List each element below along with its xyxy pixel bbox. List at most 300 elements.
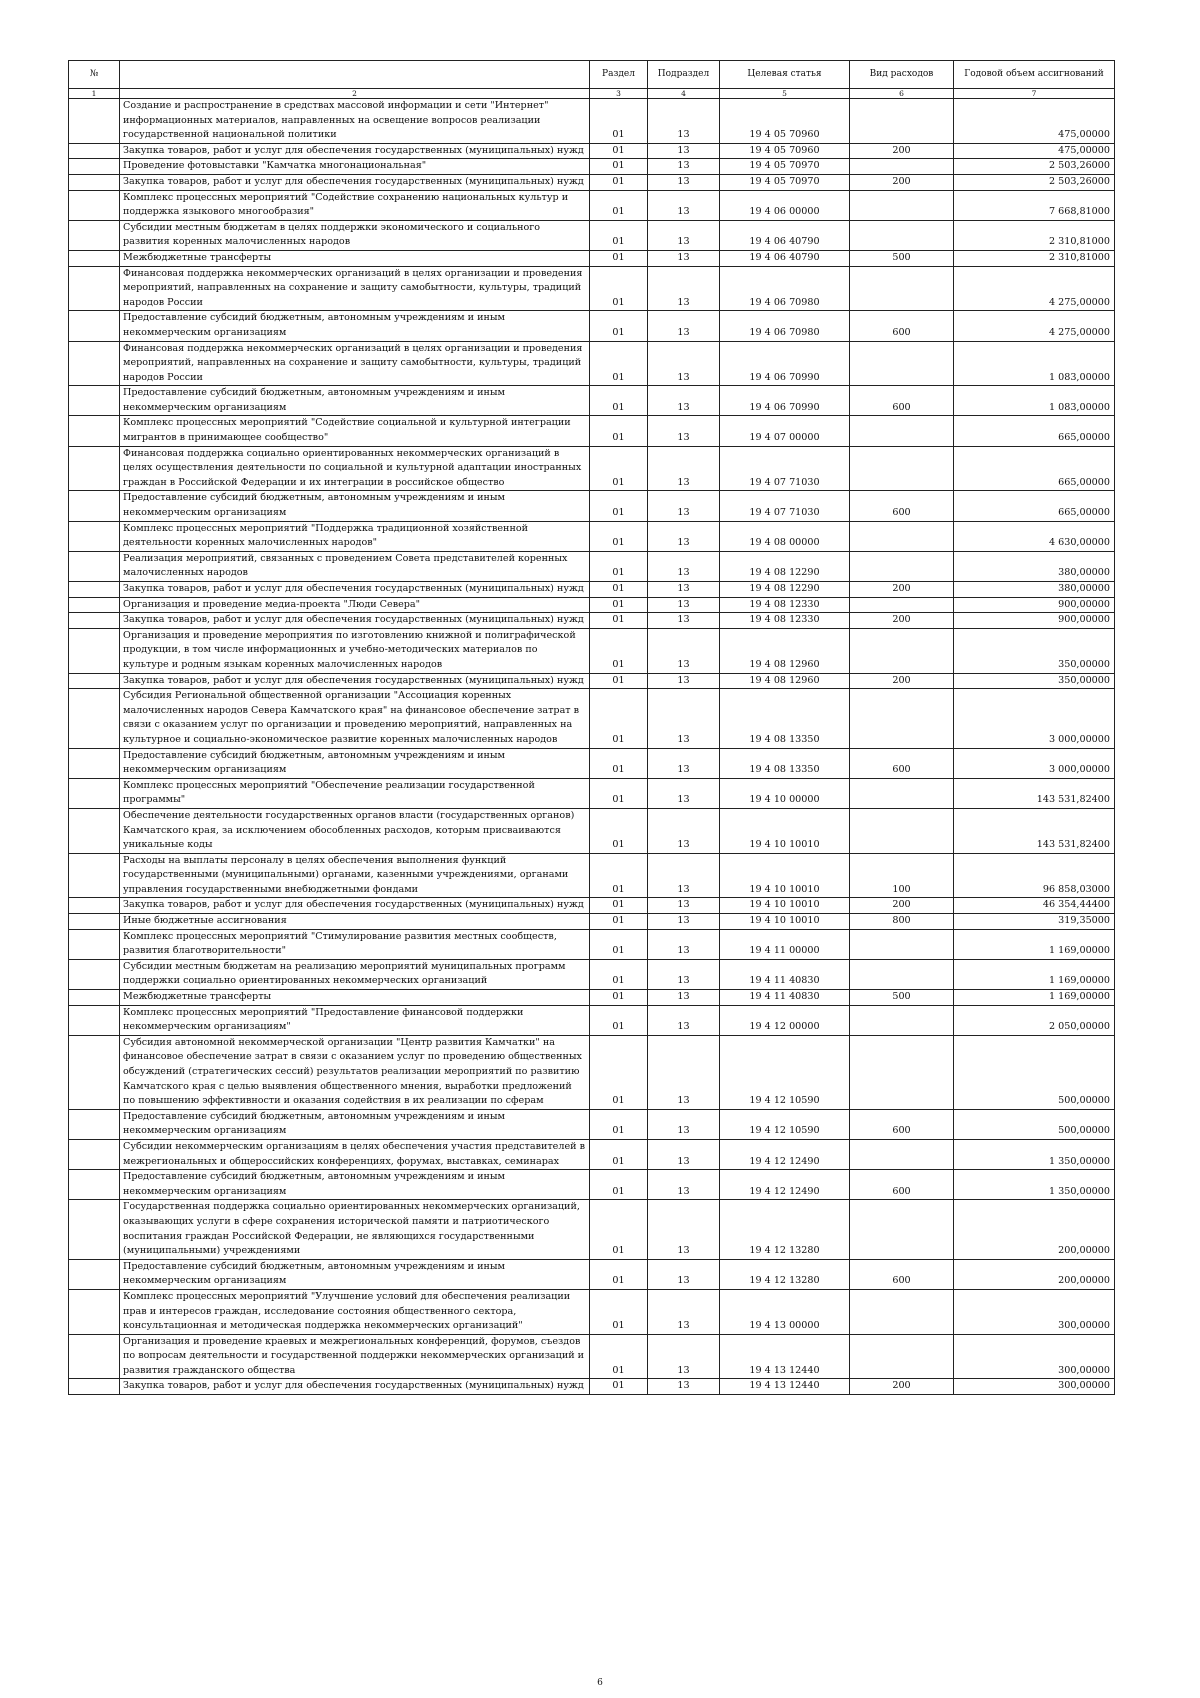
cell-expense-type: 500 bbox=[850, 990, 954, 1006]
cell-podrazdel: 13 bbox=[648, 190, 720, 220]
cell-target: 19 4 05 70960 bbox=[720, 143, 850, 159]
cell-razdel: 01 bbox=[590, 491, 648, 521]
table-row bbox=[69, 959, 1115, 989]
cell-annual-volume: 2 310,81000 bbox=[954, 250, 1115, 266]
cell-razdel: 01 bbox=[590, 1289, 648, 1334]
cell-annual-volume: 900,00000 bbox=[954, 613, 1115, 629]
cell-razdel: 01 bbox=[590, 1259, 648, 1289]
cell-expense-type bbox=[850, 597, 954, 613]
table-row bbox=[69, 266, 1115, 311]
cell-name: Субсидия автономной некоммерческой организации "Центр развития Камчатки" на финансовое обеспечение затрат в связи с оказанием услуг по проведению общественных обсуждений (стратегических сессий) результатов реализации мероприятий по развитию Камчатского края с целью выявления общественного мнения, выработки предложений по повышению эффективности и оказания содействия в их реализации по сферам bbox=[120, 1035, 590, 1109]
cell-expense-type: 100 bbox=[850, 853, 954, 898]
cell-target: 19 4 06 40790 bbox=[720, 220, 850, 250]
cell-target: 19 4 08 12960 bbox=[720, 673, 850, 689]
cell-annual-volume: 4 275,00000 bbox=[954, 266, 1115, 311]
cell-target: 19 4 10 10010 bbox=[720, 898, 850, 914]
cell-podrazdel: 13 bbox=[648, 1289, 720, 1334]
cell-target: 19 4 07 00000 bbox=[720, 416, 850, 446]
cell-annual-volume: 2 503,26000 bbox=[954, 174, 1115, 190]
table-row bbox=[69, 220, 1115, 250]
cell-target: 19 4 05 70960 bbox=[720, 99, 850, 144]
cell-expense-type: 600 bbox=[850, 311, 954, 341]
cell-podrazdel: 13 bbox=[648, 521, 720, 551]
cell-podrazdel: 13 bbox=[648, 1139, 720, 1169]
cell-target: 19 4 08 12330 bbox=[720, 597, 850, 613]
cell-number bbox=[69, 1005, 120, 1035]
cell-target: 19 4 08 13350 bbox=[720, 689, 850, 748]
cell-expense-type: 200 bbox=[850, 673, 954, 689]
cell-annual-volume: 1 350,00000 bbox=[954, 1170, 1115, 1200]
cell-target: 19 4 12 12490 bbox=[720, 1170, 850, 1200]
cell-razdel: 01 bbox=[590, 1005, 648, 1035]
cell-target: 19 4 06 00000 bbox=[720, 190, 850, 220]
cell-razdel: 01 bbox=[590, 898, 648, 914]
cell-annual-volume: 300,00000 bbox=[954, 1334, 1115, 1379]
header-index: 5 bbox=[720, 89, 850, 99]
cell-number bbox=[69, 597, 120, 613]
cell-name: Закупка товаров, работ и услуг для обеспечения государственных (муниципальных) нужд bbox=[120, 143, 590, 159]
cell-razdel: 01 bbox=[590, 673, 648, 689]
cell-target: 19 4 08 00000 bbox=[720, 521, 850, 551]
table-row bbox=[69, 1035, 1115, 1109]
cell-target: 19 4 05 70970 bbox=[720, 174, 850, 190]
cell-podrazdel: 13 bbox=[648, 143, 720, 159]
cell-number bbox=[69, 1334, 120, 1379]
cell-annual-volume: 2 310,81000 bbox=[954, 220, 1115, 250]
header-index: 2 bbox=[120, 89, 590, 99]
cell-name: Межбюджетные трансферты bbox=[120, 250, 590, 266]
cell-expense-type: 500 bbox=[850, 250, 954, 266]
cell-annual-volume: 665,00000 bbox=[954, 416, 1115, 446]
table-row bbox=[69, 929, 1115, 959]
cell-expense-type bbox=[850, 99, 954, 144]
cell-annual-volume: 4 630,00000 bbox=[954, 521, 1115, 551]
cell-name: Комплекс процессных мероприятий "Улучшение условий для обеспечения реализации прав и интересов граждан, исследование состояния общественного сектора, консультационная и методическая поддержка некоммерческих организаций" bbox=[120, 1289, 590, 1334]
cell-podrazdel: 13 bbox=[648, 959, 720, 989]
cell-razdel: 01 bbox=[590, 1379, 648, 1395]
cell-number bbox=[69, 853, 120, 898]
cell-name: Закупка товаров, работ и услуг для обеспечения государственных (муниципальных) нужд bbox=[120, 174, 590, 190]
cell-podrazdel: 13 bbox=[648, 174, 720, 190]
cell-target: 19 4 10 10010 bbox=[720, 853, 850, 898]
cell-razdel: 01 bbox=[590, 99, 648, 144]
cell-podrazdel: 13 bbox=[648, 673, 720, 689]
cell-razdel: 01 bbox=[590, 551, 648, 581]
table-body bbox=[69, 99, 1115, 1395]
cell-expense-type: 200 bbox=[850, 174, 954, 190]
header-expense-type: Вид расходов bbox=[850, 61, 954, 89]
table-row bbox=[69, 1109, 1115, 1139]
cell-number bbox=[69, 628, 120, 673]
table-header bbox=[69, 61, 1115, 99]
cell-number bbox=[69, 416, 120, 446]
cell-number bbox=[69, 143, 120, 159]
cell-annual-volume: 1 083,00000 bbox=[954, 341, 1115, 386]
cell-number bbox=[69, 1139, 120, 1169]
cell-podrazdel: 13 bbox=[648, 929, 720, 959]
table-row bbox=[69, 914, 1115, 930]
cell-razdel: 01 bbox=[590, 1334, 648, 1379]
cell-name: Финансовая поддержка некоммерческих организаций в целях организации и проведения мероприятий, направленных на сохранение и защиту самобытности, культуры, традиций народов России bbox=[120, 266, 590, 311]
cell-podrazdel: 13 bbox=[648, 628, 720, 673]
cell-podrazdel: 13 bbox=[648, 778, 720, 808]
cell-target: 19 4 12 12490 bbox=[720, 1139, 850, 1169]
cell-expense-type bbox=[850, 446, 954, 491]
cell-expense-type bbox=[850, 1139, 954, 1169]
cell-podrazdel: 13 bbox=[648, 341, 720, 386]
cell-name: Государственная поддержка социально ориентированных некоммерческих организаций, оказывающих услуги в сфере сохранения исторической памяти и патриотического воспитания граждан Российской Федерации, не являющихся государственными (муниципальными) учреждениями bbox=[120, 1200, 590, 1259]
cell-number bbox=[69, 673, 120, 689]
cell-number bbox=[69, 174, 120, 190]
cell-expense-type: 800 bbox=[850, 914, 954, 930]
page-number: 6 bbox=[597, 1678, 603, 1688]
cell-razdel: 01 bbox=[590, 190, 648, 220]
cell-razdel: 01 bbox=[590, 929, 648, 959]
header-number: № bbox=[69, 61, 120, 89]
table-row bbox=[69, 1200, 1115, 1259]
budget-table bbox=[68, 60, 1115, 1395]
cell-razdel: 01 bbox=[590, 778, 648, 808]
cell-expense-type: 600 bbox=[850, 386, 954, 416]
cell-annual-volume: 143 531,82400 bbox=[954, 778, 1115, 808]
cell-number bbox=[69, 491, 120, 521]
cell-name: Финансовая поддержка социально ориентированных некоммерческих организаций в целях осуществления деятельности по социальной и культурной адаптации иностранных граждан в Российской Федерации и их интеграции в российское общество bbox=[120, 446, 590, 491]
cell-annual-volume: 500,00000 bbox=[954, 1109, 1115, 1139]
cell-podrazdel: 13 bbox=[648, 748, 720, 778]
cell-target: 19 4 07 71030 bbox=[720, 446, 850, 491]
header-index: 3 bbox=[590, 89, 648, 99]
cell-podrazdel: 13 bbox=[648, 220, 720, 250]
cell-annual-volume: 2 050,00000 bbox=[954, 1005, 1115, 1035]
cell-target: 19 4 12 10590 bbox=[720, 1035, 850, 1109]
cell-expense-type bbox=[850, 1289, 954, 1334]
table-row bbox=[69, 143, 1115, 159]
cell-annual-volume: 200,00000 bbox=[954, 1259, 1115, 1289]
cell-annual-volume: 665,00000 bbox=[954, 446, 1115, 491]
table-row bbox=[69, 250, 1115, 266]
table-row bbox=[69, 159, 1115, 175]
cell-podrazdel: 13 bbox=[648, 266, 720, 311]
cell-podrazdel: 13 bbox=[648, 491, 720, 521]
cell-name: Расходы на выплаты персоналу в целях обеспечения выполнения функций государственными (муниципальными) органами, казенными учреждениями, органами управления государственными внебюджетными фондами bbox=[120, 853, 590, 898]
cell-podrazdel: 13 bbox=[648, 1200, 720, 1259]
cell-number bbox=[69, 1170, 120, 1200]
cell-number bbox=[69, 266, 120, 311]
cell-expense-type: 200 bbox=[850, 1379, 954, 1395]
table-row bbox=[69, 446, 1115, 491]
cell-annual-volume: 3 000,00000 bbox=[954, 748, 1115, 778]
cell-podrazdel: 13 bbox=[648, 159, 720, 175]
cell-podrazdel: 13 bbox=[648, 853, 720, 898]
cell-target: 19 4 08 12290 bbox=[720, 582, 850, 598]
cell-target: 19 4 13 00000 bbox=[720, 1289, 850, 1334]
cell-number bbox=[69, 1289, 120, 1334]
header-annual-volume: Годовой объем ассигнований bbox=[954, 61, 1115, 89]
cell-name: Предоставление субсидий бюджетным, автономным учреждениям и иным некоммерческим организациям bbox=[120, 1109, 590, 1139]
cell-podrazdel: 13 bbox=[648, 898, 720, 914]
cell-expense-type: 200 bbox=[850, 143, 954, 159]
cell-expense-type bbox=[850, 778, 954, 808]
cell-podrazdel: 13 bbox=[648, 99, 720, 144]
cell-expense-type: 200 bbox=[850, 613, 954, 629]
cell-expense-type bbox=[850, 190, 954, 220]
cell-name: Комплекс процессных мероприятий "Содействие сохранению национальных культур и поддержка языкового многообразия" bbox=[120, 190, 590, 220]
table-row bbox=[69, 491, 1115, 521]
cell-expense-type bbox=[850, 159, 954, 175]
cell-target: 19 4 05 70970 bbox=[720, 159, 850, 175]
cell-name: Организация и проведение медиа-проекта "Люди Севера" bbox=[120, 597, 590, 613]
cell-number bbox=[69, 1259, 120, 1289]
table-row bbox=[69, 1334, 1115, 1379]
cell-number bbox=[69, 959, 120, 989]
cell-number bbox=[69, 808, 120, 853]
cell-name: Межбюджетные трансферты bbox=[120, 990, 590, 1006]
table-row bbox=[69, 311, 1115, 341]
cell-razdel: 01 bbox=[590, 311, 648, 341]
cell-annual-volume: 96 858,03000 bbox=[954, 853, 1115, 898]
cell-razdel: 01 bbox=[590, 1139, 648, 1169]
cell-razdel: 01 bbox=[590, 959, 648, 989]
table-row bbox=[69, 190, 1115, 220]
cell-podrazdel: 13 bbox=[648, 446, 720, 491]
cell-expense-type bbox=[850, 1035, 954, 1109]
cell-name: Организация и проведение краевых и межрегиональных конференций, форумов, съездов по вопросам деятельности и государственной поддержки некоммерческих организаций и развития гражданского общества bbox=[120, 1334, 590, 1379]
cell-number bbox=[69, 990, 120, 1006]
cell-annual-volume: 4 275,00000 bbox=[954, 311, 1115, 341]
cell-target: 19 4 06 40790 bbox=[720, 250, 850, 266]
cell-podrazdel: 13 bbox=[648, 1259, 720, 1289]
cell-expense-type bbox=[850, 341, 954, 386]
table-row bbox=[69, 341, 1115, 386]
cell-razdel: 01 bbox=[590, 250, 648, 266]
cell-expense-type bbox=[850, 1334, 954, 1379]
cell-annual-volume: 900,00000 bbox=[954, 597, 1115, 613]
cell-number bbox=[69, 521, 120, 551]
cell-number bbox=[69, 341, 120, 386]
cell-podrazdel: 13 bbox=[648, 808, 720, 853]
cell-podrazdel: 13 bbox=[648, 1005, 720, 1035]
header-target: Целевая статья bbox=[720, 61, 850, 89]
cell-annual-volume: 319,35000 bbox=[954, 914, 1115, 930]
cell-annual-volume: 300,00000 bbox=[954, 1379, 1115, 1395]
cell-razdel: 01 bbox=[590, 689, 648, 748]
table-row bbox=[69, 386, 1115, 416]
header-razdel: Раздел bbox=[590, 61, 648, 89]
table-row bbox=[69, 99, 1115, 144]
cell-podrazdel: 13 bbox=[648, 914, 720, 930]
cell-name: Комплекс процессных мероприятий "Предоставление финансовой поддержки некоммерческим организациям" bbox=[120, 1005, 590, 1035]
table-row bbox=[69, 597, 1115, 613]
cell-number bbox=[69, 250, 120, 266]
cell-annual-volume: 475,00000 bbox=[954, 143, 1115, 159]
cell-name: Предоставление субсидий бюджетным, автономным учреждениям и иным некоммерческим организациям bbox=[120, 1259, 590, 1289]
cell-razdel: 01 bbox=[590, 1109, 648, 1139]
cell-name: Комплекс процессных мероприятий "Поддержка традиционной хозяйственной деятельности коренных малочисленных народов" bbox=[120, 521, 590, 551]
cell-number bbox=[69, 929, 120, 959]
table-row bbox=[69, 778, 1115, 808]
cell-number bbox=[69, 1109, 120, 1139]
cell-razdel: 01 bbox=[590, 748, 648, 778]
cell-annual-volume: 380,00000 bbox=[954, 551, 1115, 581]
cell-target: 19 4 12 10590 bbox=[720, 1109, 850, 1139]
cell-annual-volume: 3 000,00000 bbox=[954, 689, 1115, 748]
cell-annual-volume: 500,00000 bbox=[954, 1035, 1115, 1109]
table-row bbox=[69, 1259, 1115, 1289]
cell-razdel: 01 bbox=[590, 266, 648, 311]
cell-name: Комплекс процессных мероприятий "Стимулирование развития местных сообществ, развития благотворительности" bbox=[120, 929, 590, 959]
cell-podrazdel: 13 bbox=[648, 1109, 720, 1139]
cell-expense-type: 200 bbox=[850, 898, 954, 914]
cell-podrazdel: 13 bbox=[648, 582, 720, 598]
cell-razdel: 01 bbox=[590, 808, 648, 853]
cell-name: Закупка товаров, работ и услуг для обеспечения государственных (муниципальных) нужд bbox=[120, 673, 590, 689]
cell-target: 19 4 10 00000 bbox=[720, 778, 850, 808]
table-row bbox=[69, 628, 1115, 673]
cell-annual-volume: 665,00000 bbox=[954, 491, 1115, 521]
cell-target: 19 4 06 70980 bbox=[720, 311, 850, 341]
table-row bbox=[69, 748, 1115, 778]
cell-name: Субсидия Региональной общественной организации "Ассоциация коренных малочисленных народов Севера Камчатского края" на финансовое обеспечение затрат в связи с оказанием услуг по организации и проведению мероприятий, направленных на культурное и социально-экономическое развитие коренных малочисленных народов bbox=[120, 689, 590, 748]
cell-razdel: 01 bbox=[590, 521, 648, 551]
cell-expense-type: 600 bbox=[850, 748, 954, 778]
cell-target: 19 4 10 10010 bbox=[720, 808, 850, 853]
cell-target: 19 4 12 00000 bbox=[720, 1005, 850, 1035]
cell-number bbox=[69, 446, 120, 491]
header-index: 6 bbox=[850, 89, 954, 99]
cell-expense-type: 600 bbox=[850, 1109, 954, 1139]
cell-name: Предоставление субсидий бюджетным, автономным учреждениям и иным некоммерческим организациям bbox=[120, 311, 590, 341]
cell-podrazdel: 13 bbox=[648, 416, 720, 446]
cell-expense-type bbox=[850, 266, 954, 311]
cell-target: 19 4 13 12440 bbox=[720, 1379, 850, 1395]
cell-razdel: 01 bbox=[590, 174, 648, 190]
cell-target: 19 4 08 12330 bbox=[720, 613, 850, 629]
cell-podrazdel: 13 bbox=[648, 613, 720, 629]
cell-name: Предоставление субсидий бюджетным, автономным учреждениям и иным некоммерческим организациям bbox=[120, 1170, 590, 1200]
cell-annual-volume: 1 350,00000 bbox=[954, 1139, 1115, 1169]
cell-razdel: 01 bbox=[590, 582, 648, 598]
cell-number bbox=[69, 311, 120, 341]
cell-name: Субсидии некоммерческим организациям в целях обеспечения участия представителей в межрегиональных и общероссийских конференциях, форумах, выставках, семинарах bbox=[120, 1139, 590, 1169]
cell-podrazdel: 13 bbox=[648, 1035, 720, 1109]
header-index: 7 bbox=[954, 89, 1115, 99]
cell-target: 19 4 08 13350 bbox=[720, 748, 850, 778]
header-name bbox=[120, 61, 590, 89]
cell-annual-volume: 475,00000 bbox=[954, 99, 1115, 144]
cell-annual-volume: 1 169,00000 bbox=[954, 959, 1115, 989]
cell-number bbox=[69, 778, 120, 808]
cell-annual-volume: 350,00000 bbox=[954, 673, 1115, 689]
table-row bbox=[69, 521, 1115, 551]
cell-number bbox=[69, 190, 120, 220]
cell-podrazdel: 13 bbox=[648, 990, 720, 1006]
cell-expense-type bbox=[850, 1200, 954, 1259]
budget-table-sheet bbox=[68, 60, 1114, 1395]
cell-name: Комплекс процессных мероприятий "Обеспечение реализации государственной программы" bbox=[120, 778, 590, 808]
cell-annual-volume: 200,00000 bbox=[954, 1200, 1115, 1259]
cell-podrazdel: 13 bbox=[648, 311, 720, 341]
cell-number bbox=[69, 1200, 120, 1259]
cell-target: 19 4 08 12290 bbox=[720, 551, 850, 581]
cell-expense-type bbox=[850, 959, 954, 989]
cell-number bbox=[69, 1379, 120, 1395]
cell-razdel: 01 bbox=[590, 143, 648, 159]
cell-number bbox=[69, 1035, 120, 1109]
cell-razdel: 01 bbox=[590, 159, 648, 175]
header-podrazdel: Подраздел bbox=[648, 61, 720, 89]
cell-razdel: 01 bbox=[590, 914, 648, 930]
cell-target: 19 4 12 13280 bbox=[720, 1200, 850, 1259]
cell-razdel: 01 bbox=[590, 386, 648, 416]
cell-number bbox=[69, 551, 120, 581]
table-row bbox=[69, 673, 1115, 689]
table-row bbox=[69, 174, 1115, 190]
cell-name: Субсидии местным бюджетам в целях поддержки экономического и социального развития коренных малочисленных народов bbox=[120, 220, 590, 250]
cell-name: Закупка товаров, работ и услуг для обеспечения государственных (муниципальных) нужд bbox=[120, 582, 590, 598]
cell-annual-volume: 300,00000 bbox=[954, 1289, 1115, 1334]
cell-podrazdel: 13 bbox=[648, 597, 720, 613]
table-row bbox=[69, 1379, 1115, 1395]
cell-podrazdel: 13 bbox=[648, 551, 720, 581]
cell-number bbox=[69, 914, 120, 930]
cell-razdel: 01 bbox=[590, 597, 648, 613]
cell-razdel: 01 bbox=[590, 1170, 648, 1200]
cell-expense-type: 200 bbox=[850, 582, 954, 598]
cell-annual-volume: 1 083,00000 bbox=[954, 386, 1115, 416]
cell-expense-type: 600 bbox=[850, 491, 954, 521]
cell-name: Закупка товаров, работ и услуг для обеспечения государственных (муниципальных) нужд bbox=[120, 898, 590, 914]
table-row bbox=[69, 582, 1115, 598]
cell-razdel: 01 bbox=[590, 341, 648, 386]
cell-expense-type bbox=[850, 689, 954, 748]
cell-razdel: 01 bbox=[590, 853, 648, 898]
table-row bbox=[69, 898, 1115, 914]
table-row bbox=[69, 551, 1115, 581]
cell-name: Организация и проведение мероприятия по изготовлению книжной и полиграфической продукции, в том числе информационных и учебно-методических материалов по культуре и родным языкам коренных малочисленных народов bbox=[120, 628, 590, 673]
cell-target: 19 4 11 40830 bbox=[720, 990, 850, 1006]
cell-razdel: 01 bbox=[590, 1200, 648, 1259]
cell-number bbox=[69, 582, 120, 598]
cell-target: 19 4 06 70980 bbox=[720, 266, 850, 311]
cell-number bbox=[69, 613, 120, 629]
table-row bbox=[69, 613, 1115, 629]
cell-expense-type bbox=[850, 416, 954, 446]
cell-expense-type bbox=[850, 551, 954, 581]
cell-number bbox=[69, 898, 120, 914]
table-row bbox=[69, 1005, 1115, 1035]
cell-number bbox=[69, 689, 120, 748]
table-row bbox=[69, 416, 1115, 446]
cell-annual-volume: 7 668,81000 bbox=[954, 190, 1115, 220]
cell-target: 19 4 11 40830 bbox=[720, 959, 850, 989]
cell-annual-volume: 1 169,00000 bbox=[954, 990, 1115, 1006]
table-row bbox=[69, 1289, 1115, 1334]
cell-podrazdel: 13 bbox=[648, 1334, 720, 1379]
cell-annual-volume: 2 503,26000 bbox=[954, 159, 1115, 175]
cell-target: 19 4 06 70990 bbox=[720, 341, 850, 386]
cell-expense-type bbox=[850, 929, 954, 959]
cell-name: Комплекс процессных мероприятий "Содействие социальной и культурной интеграции мигрантов в принимающее сообщество" bbox=[120, 416, 590, 446]
cell-expense-type bbox=[850, 1005, 954, 1035]
cell-name: Закупка товаров, работ и услуг для обеспечения государственных (муниципальных) нужд bbox=[120, 1379, 590, 1395]
cell-podrazdel: 13 bbox=[648, 1379, 720, 1395]
cell-razdel: 01 bbox=[590, 628, 648, 673]
cell-name: Предоставление субсидий бюджетным, автономным учреждениям и иным некоммерческим организациям bbox=[120, 748, 590, 778]
cell-annual-volume: 46 354,44400 bbox=[954, 898, 1115, 914]
cell-name: Проведение фотовыставки "Камчатка многонациональная" bbox=[120, 159, 590, 175]
cell-name: Предоставление субсидий бюджетным, автономным учреждениям и иным некоммерческим организациям bbox=[120, 386, 590, 416]
cell-podrazdel: 13 bbox=[648, 386, 720, 416]
